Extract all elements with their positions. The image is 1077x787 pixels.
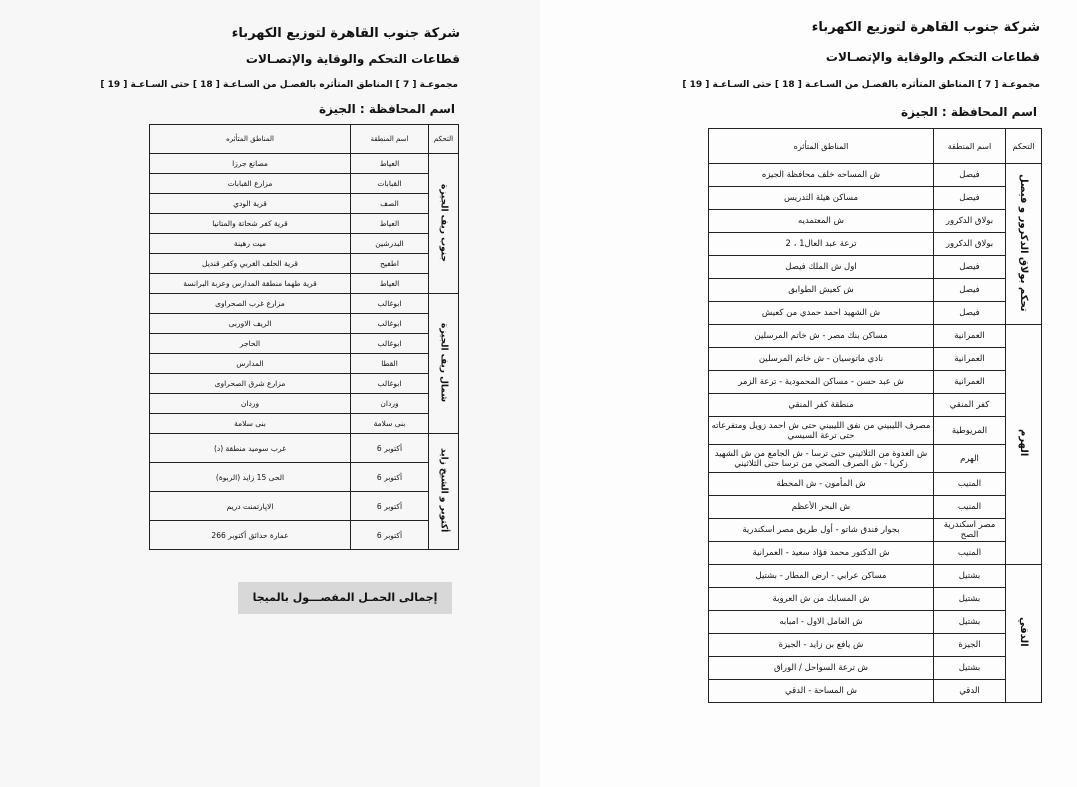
table-row (709, 519, 1042, 542)
region-cell: فيصل (934, 187, 1006, 210)
sector-title: قطاعات التحكم والوقاية والإتصـالات (825, 50, 1040, 64)
table-row (709, 611, 1042, 634)
company-title: شركة جنوب القاهرة لتوزيع الكهرباء (231, 26, 460, 41)
affected-area-cell: ش عبد حسن - مساكن المحمودية - ترعة الزمر (709, 371, 934, 394)
header-region: اسم المنطقة (351, 125, 429, 154)
table-row (150, 434, 459, 463)
table-row (150, 463, 459, 492)
table-row (709, 233, 1042, 256)
governorate-line: اسم المحافظة : الجيزة (318, 102, 455, 116)
region-cell: المنيب (934, 496, 1006, 519)
table-row (709, 588, 1042, 611)
affected-area-cell: الاپارتمنت دريم (150, 492, 351, 521)
affected-area-cell: ترعة عبد العال1 ، 2 (709, 233, 934, 256)
affected-area-cell: ش العامل الاول - امبابه (709, 611, 934, 634)
table-row (150, 314, 459, 334)
region-cell: كفر المنقي (934, 394, 1006, 417)
table-row (150, 274, 459, 294)
table-row (709, 634, 1042, 657)
region-cell: بشتيل (934, 588, 1006, 611)
affected-area-cell: الريف الاوربى (150, 314, 351, 334)
table-row (150, 521, 459, 550)
header-areas: المناطق المتأثره (709, 129, 934, 164)
region-cell: العمرانية (934, 371, 1006, 394)
region-cell: أكتوبر 6 (351, 521, 429, 550)
table-row (709, 348, 1042, 371)
region-cell: أكتوبر 6 (351, 434, 429, 463)
region-cell: ابوغالب (351, 374, 429, 394)
region-cell: الجيزة (934, 634, 1006, 657)
affected-area-cell: بجوار فندق شاتو - أول طريق مصر اسكندرية (709, 519, 934, 542)
affected-area-cell: ش المساحة - الدقي (709, 680, 934, 703)
header-control: التحكم (1006, 129, 1042, 164)
region-cell: أكتوبر 6 (351, 463, 429, 492)
table-row (150, 294, 459, 314)
table-row (150, 194, 459, 214)
affected-area-cell: ش المعتمديه (709, 210, 934, 233)
region-cell: القطا (351, 354, 429, 374)
region-cell: بشتيل (934, 611, 1006, 634)
table-row (709, 473, 1042, 496)
control-group-label: شمال ريف الجيزة (438, 322, 449, 403)
affected-area-cell: مساكن هيئة التدريس (709, 187, 934, 210)
region-cell: ابوغالب (351, 334, 429, 354)
region-cell: بشتيل (934, 657, 1006, 680)
affected-area-cell: نادي ماتوسيان - ش خاتم المرسلين (709, 348, 934, 371)
table-row (150, 374, 459, 394)
sector-title: قطاعات التحكم والوقاية والإتصـالات (245, 52, 460, 66)
affected-area-cell: ش العدوة من الثلاثيني حتى ترسا - ش الجامع من ش الشهيد زكريا - ش الصرف الصحي من ترسا حتى الثلاثيني (709, 445, 934, 473)
region-cell: العياط (351, 154, 429, 174)
affected-area-cell: مزارع شرق الصحراوى (150, 374, 351, 394)
table-row (150, 394, 459, 414)
region-cell: القبابات (351, 174, 429, 194)
affected-areas-table-left (149, 124, 459, 550)
region-cell: بولاق الدكرور (934, 210, 1006, 233)
control-group-cell (1006, 565, 1042, 703)
control-group-cell (429, 294, 459, 434)
affected-area-cell: عمارة حدائق أكتوبر 266 (150, 521, 351, 550)
table-row (709, 565, 1042, 588)
affected-area-cell: الحى 15 زايد (الربوة) (150, 463, 351, 492)
total-load-box: إجمالى الحمـل المفصـــول بالميجا (238, 582, 452, 614)
table-row (709, 210, 1042, 233)
affected-area-cell: ش كعيش الطوابق (709, 279, 934, 302)
governorate-line: اسم المحافظة : الجيزة (900, 105, 1037, 119)
region-cell: وردان (351, 394, 429, 414)
region-cell: ابوغالب (351, 294, 429, 314)
region-cell: البدرشين (351, 234, 429, 254)
header-control: التحكم (429, 125, 459, 154)
region-cell: العياط (351, 274, 429, 294)
region-cell: بشتيل (934, 565, 1006, 588)
region-cell: الهرم (934, 445, 1006, 473)
affected-area-cell: الحاجر (150, 334, 351, 354)
table-row (709, 279, 1042, 302)
affected-area-cell: غرب سوميد منطقة (د) (150, 434, 351, 463)
affected-area-cell: بنى سلامة (150, 414, 351, 434)
table-row (150, 334, 459, 354)
affected-area-cell: قرية الحلف الغربي وكفر قنديل (150, 254, 351, 274)
table-row (150, 174, 459, 194)
affected-area-cell: وردان (150, 394, 351, 414)
table-row (709, 371, 1042, 394)
region-cell: الدقي (934, 680, 1006, 703)
group-line: مجموعـة [ 7 ] المناطق المتأثره بالفصـل من السـاعـة [ 18 ] حتى السـاعـة [ 19 ] (682, 80, 1040, 90)
affected-area-cell: ش المأمون - ش المحطة (709, 473, 934, 496)
control-group-cell (1006, 325, 1042, 565)
control-group-label: الدقي (1018, 617, 1029, 647)
affected-area-cell: مساكن بنك مصر - ش خاتم المرسلين (709, 325, 934, 348)
group-line: مجموعـة [ 7 ] المناطق المتأثره بالفصـل من السـاعـة [ 18 ] حتى السـاعـة [ 19 ] (100, 80, 458, 90)
affected-area-cell: منطقة كفر المنقي (709, 394, 934, 417)
affected-area-cell: قرية كفر شحاتة والمتانيا (150, 214, 351, 234)
table-row (709, 164, 1042, 187)
table-row (709, 680, 1042, 703)
table-row (150, 214, 459, 234)
region-cell: اطفيح (351, 254, 429, 274)
region-cell: الصف (351, 194, 429, 214)
affected-area-cell: ش المسابك من ش العروبة (709, 588, 934, 611)
table-row (709, 496, 1042, 519)
affected-area-cell: مصانع جرزا (150, 154, 351, 174)
region-cell: المنيب (934, 542, 1006, 565)
affected-area-cell: المدارس (150, 354, 351, 374)
affected-area-cell: ش الشهيد احمد حمدي من كعيش (709, 302, 934, 325)
table-row (709, 256, 1042, 279)
affected-area-cell: مزارع غرب الصحراوى (150, 294, 351, 314)
affected-areas-table-right (708, 128, 1042, 703)
affected-area-cell: ش البحر الأعظم (709, 496, 934, 519)
control-group-label: الهرم (1018, 429, 1029, 457)
region-cell: فيصل (934, 164, 1006, 187)
right-page (540, 0, 1077, 787)
table-row (709, 542, 1042, 565)
table-row (150, 154, 459, 174)
table-row (709, 187, 1042, 210)
control-group-label: جنوب ريف الجيزة (438, 183, 449, 262)
affected-area-cell: ش المساحه خلف محافظة الجيزه (709, 164, 934, 187)
control-group-cell (1006, 164, 1042, 325)
affected-area-cell: قرية طهما منطقة المدارس وعزبة البرانسة (150, 274, 351, 294)
affected-area-cell: مصرف الليبيني من نفق الليبيني حتى ش احمد زويل ومتفرعاته حتى ترعة السيسي (709, 417, 934, 445)
affected-area-cell: مساكن عرابي - ارض المطار - بشتيل (709, 565, 934, 588)
table-row (709, 417, 1042, 445)
company-title: شركة جنوب القاهرة لتوزيع الكهرباء (811, 20, 1040, 35)
control-group-cell (429, 154, 459, 294)
control-group-label: أكتوبر و الشيخ زايد (438, 448, 449, 533)
control-group-cell (429, 434, 459, 550)
region-cell: ابوغالب (351, 314, 429, 334)
table-row (150, 414, 459, 434)
header-areas: المناطق المتأثره (150, 125, 351, 154)
header-region: اسم المنطقة (934, 129, 1006, 164)
region-cell: بنى سلامة (351, 414, 429, 434)
region-cell: بولاق الدكرور (934, 233, 1006, 256)
table-row (150, 354, 459, 374)
affected-area-cell: ش الدكتور محمد فؤاد سعيد - العمرانية (709, 542, 934, 565)
region-cell: العياط (351, 214, 429, 234)
region-cell: المريوطية (934, 417, 1006, 445)
affected-area-cell: قرية الودي (150, 194, 351, 214)
region-cell: العمرانية (934, 348, 1006, 371)
affected-area-cell: اول ش الملك فيصل (709, 256, 934, 279)
affected-area-cell: ش يافع بن زايد - الجيزة (709, 634, 934, 657)
region-cell: فيصل (934, 279, 1006, 302)
table-row (150, 492, 459, 521)
table-row (709, 394, 1042, 417)
table-row (150, 254, 459, 274)
table-row (709, 445, 1042, 473)
control-group-label: تحكم بولاق الدكرور و فيصل (1018, 173, 1029, 312)
affected-area-cell: مزارع القبابات (150, 174, 351, 194)
region-cell: فيصل (934, 302, 1006, 325)
region-cell: أكتوبر 6 (351, 492, 429, 521)
region-cell: مصر اسكندرية الصح (934, 519, 1006, 542)
region-cell: فيصل (934, 256, 1006, 279)
table-row (709, 302, 1042, 325)
table-row (150, 234, 459, 254)
affected-area-cell: ميت رهينة (150, 234, 351, 254)
affected-area-cell: ش ترعة السواحل / الوراق (709, 657, 934, 680)
region-cell: العمرانية (934, 325, 1006, 348)
region-cell: المنيب (934, 473, 1006, 496)
table-row (709, 325, 1042, 348)
table-row (709, 657, 1042, 680)
